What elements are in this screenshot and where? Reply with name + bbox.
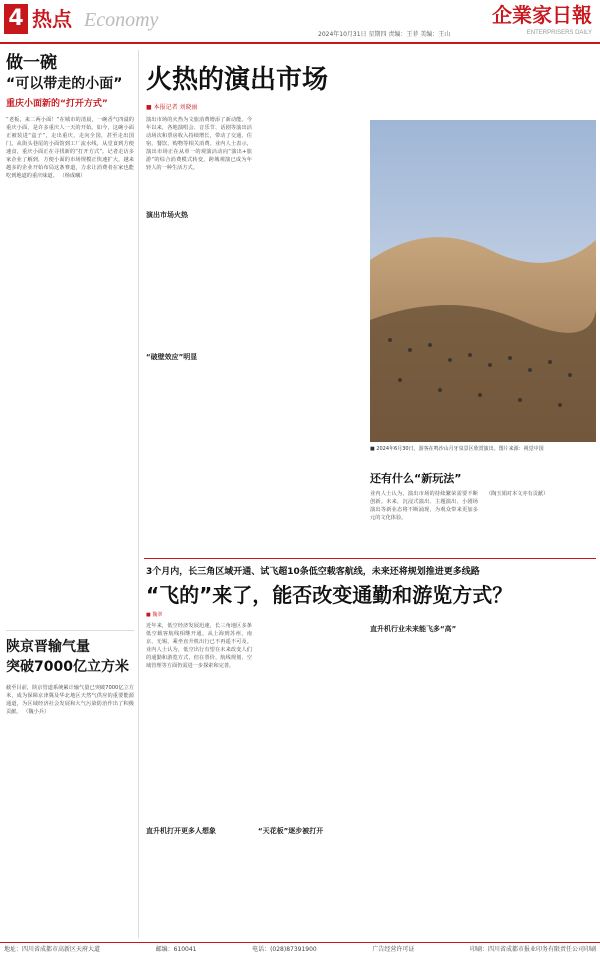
main-headline: 火热的演出市场 bbox=[146, 65, 329, 95]
page-footer bbox=[0, 942, 600, 956]
photo-caption: ■ 2024年6月30日，游客在鸣沙山月牙泉景区欣赏演出。图片来源：视觉中国 bbox=[370, 446, 544, 452]
left-body-text: “老板，来二两小面！”在城市的清晨，一碗香气四溢的重庆小面，是许多重庆人一天的开始。如今，这碗小面正被装进“盒子”，走出重庆，走向全国，甚至走出国门。从街头巷尾的小面馆到工厂流水线，从堂食到方便速食，重庆小面正在寻找新的“打开方式”。记者走访多家企业了解到，方便小面的市场规模正快速扩大，越来越多的企业开始布局这条赛道，力求让消费者在家也能吃到地道的重庆味道。 bbox=[6, 117, 134, 179]
bottom-body-6 bbox=[486, 624, 596, 936]
brand-en: ENTERPRISERS DAILY bbox=[526, 30, 592, 36]
main-body-1 bbox=[146, 224, 252, 344]
brand-logo: 企業家日報 bbox=[492, 3, 592, 27]
footer-license: 广告经营许可证 bbox=[372, 946, 415, 953]
left-body bbox=[6, 116, 134, 616]
footer-printer: 印刷：四川省成都市报业印务有限责任公司印刷 bbox=[469, 946, 596, 953]
bottom-kicker: 3个月内，长三角区域开通、试飞超10条低空载客航线，未来还将规划推进更多线路 bbox=[146, 567, 480, 577]
bottom-body-1: 近年来，低空经济发展迅速，长三角地区多条低空载客航线相继开通。从上海到苏州、南京、无锡，乘坐直升机出行已不再遥不可及。业内人士认为，低空出行有望在未来改变人们的通勤和游览方式，但在票价、航线规划、空域管理等方面仍需进一步探索和完善。 bbox=[146, 623, 252, 669]
right-byline: （陶玉娟对本文亦有贡献） bbox=[486, 491, 549, 497]
bottom-body-2 bbox=[146, 840, 252, 936]
main-body-3 bbox=[258, 116, 364, 542]
main-body-2 bbox=[146, 366, 252, 542]
shaanxi-body bbox=[6, 684, 134, 934]
section-number: 4 bbox=[4, 4, 28, 34]
footer-phone: 电话：(028)87391900 bbox=[252, 946, 317, 953]
section-title-en: Economy bbox=[84, 9, 159, 31]
shaanxi-headline-2: 突破7000亿立方米 bbox=[6, 659, 129, 675]
bottom-body-4 bbox=[258, 840, 364, 936]
divider bbox=[6, 630, 134, 631]
footer-postcode: 邮编：610041 bbox=[155, 946, 197, 953]
concert-photo bbox=[370, 120, 596, 442]
shaanxi-body-text: 截至目前，陕京管道系统累计输气量已突破7000亿立方米，成为保障京津冀及华北地区天然气供应的重要能源通道，为区域经济社会发展和大气污染防治作出了积极贡献。 bbox=[6, 685, 134, 715]
shaanxi-headline-1: 陕京晋输气量 bbox=[6, 639, 90, 655]
bottom-byline: ■ 魏翠 bbox=[146, 612, 163, 618]
bottom-divider bbox=[144, 558, 596, 559]
main-body-intro: 演出市场的火热为文旅消费增添了新动能。今年以来，各地演唱会、音乐节、话剧等演出活动场次和票房收入持续增长，带动了交通、住宿、餐饮、购物等相关消费。业内人士表示，演出市场正在从单一的观演活动向“演出+旅游”的综合消费模式转变，跨城观演已成为年轻人的一种生活方式。 bbox=[146, 117, 252, 171]
right-body: 业内人士认为，演出市场的持续繁荣需要不断创新。未来，沉浸式演出、主题演出、小剧场演出等新业态将不断涌现，为观众带来更加多元的文化体验。 bbox=[370, 491, 478, 521]
bottom-headline: “飞的”来了，能否改变通勤和游览方式？ bbox=[146, 583, 513, 607]
right-body-2 bbox=[486, 490, 596, 550]
page-header bbox=[0, 0, 600, 44]
left-subheadline: 重庆小面新的“打开方式” bbox=[6, 99, 108, 109]
right-headline: 还有什么“新玩法” bbox=[370, 472, 462, 485]
left-byline: （杨成曦） bbox=[59, 173, 86, 179]
section-title: 热点 bbox=[32, 7, 72, 31]
date-line: 2024年10月31日 星期四 责编：王菲 美编：王山 bbox=[318, 31, 451, 38]
main-sub-2: “破壁效应”明显 bbox=[146, 353, 198, 361]
bottom-body-3 bbox=[258, 622, 364, 822]
shaanxi-byline: （魏小兵） bbox=[23, 709, 50, 715]
main-byline: ■ 本报记者 刘晓丽 bbox=[146, 104, 198, 111]
bottom-sub-1: 直升机打开更多人想象 bbox=[146, 827, 216, 835]
left-headline-2: “可以带走的小面” bbox=[6, 76, 123, 92]
bottom-sub-2: “天花板”逐步被打开 bbox=[258, 827, 324, 835]
bottom-sub-3: 直升机行业未来能飞多“高” bbox=[370, 625, 457, 633]
column-divider bbox=[138, 50, 139, 938]
bottom-body-5 bbox=[370, 640, 478, 936]
main-sub-1: 演出市场火热 bbox=[146, 211, 188, 219]
footer-address: 地址：四川省成都市高新区天府大道 bbox=[4, 946, 101, 953]
left-headline-1: 做一碗 bbox=[6, 53, 57, 73]
